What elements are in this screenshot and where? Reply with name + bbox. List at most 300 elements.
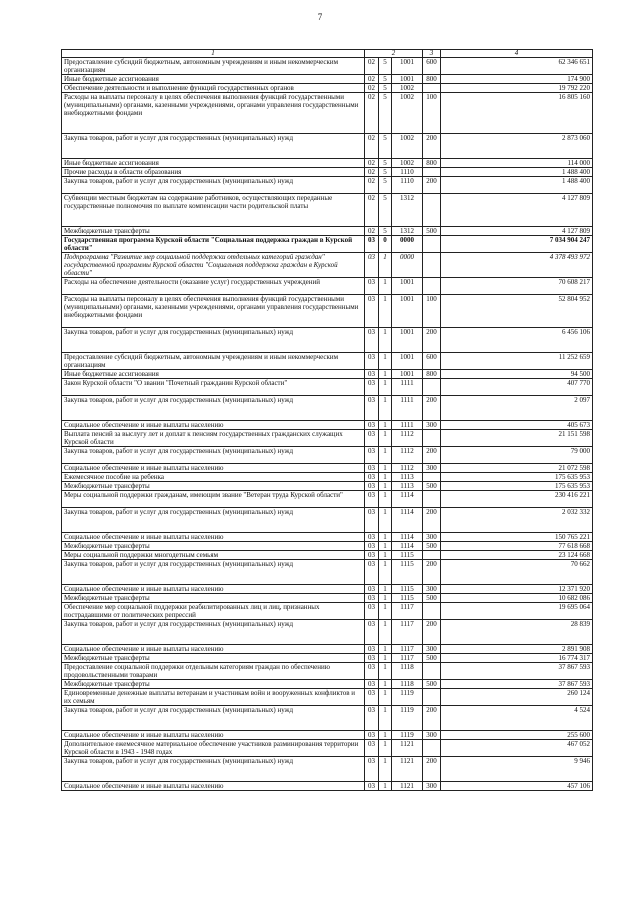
cell-name: Закупка товаров, работ и услуг для государственных (муниципальных) нужд [62, 447, 365, 464]
cell-program: 03 [365, 430, 379, 447]
cell-expense-type: 800 [423, 75, 441, 84]
cell-item: 1111 [392, 379, 423, 396]
cell-name: Закупка товаров, работ и услуг для государственных (муниципальных) нужд [62, 134, 365, 159]
cell-sum: 260 124 [441, 689, 593, 706]
cell-item: 1002 [392, 159, 423, 168]
cell-item: 1115 [392, 551, 423, 560]
cell-subprogram: 5 [379, 159, 392, 168]
table-row [62, 421, 593, 430]
cell-name: Межбюджетные трансферты [62, 594, 365, 603]
table-row [62, 533, 593, 542]
cell-subprogram: 5 [379, 177, 392, 194]
cell-item: 1112 [392, 447, 423, 464]
cell-item: 0000 [392, 253, 423, 278]
table-row [62, 430, 593, 447]
cell-item: 0000 [392, 236, 423, 253]
cell-name: Обеспечение деятельности и выполнение функций государственных органов [62, 84, 365, 93]
cell-name: Закупка товаров, работ и услуг для государственных (муниципальных) нужд [62, 508, 365, 533]
cell-program: 03 [365, 731, 379, 740]
cell-program: 03 [365, 421, 379, 430]
cell-expense-type: 200 [423, 508, 441, 533]
cell-item: 1121 [392, 740, 423, 757]
cell-name: Дополнительное ежемесячное материальное обеспечение участников разминирования территории Курской области в 1943 - 1948 годах [62, 740, 365, 757]
cell-sum: 1 488 400 [441, 168, 593, 177]
table-row [62, 645, 593, 654]
cell-item: 1001 [392, 58, 423, 75]
cell-program: 02 [365, 194, 379, 227]
cell-subprogram: 1 [379, 603, 392, 620]
cell-item: 1114 [392, 533, 423, 542]
cell-item: 1119 [392, 706, 423, 731]
table-row [62, 473, 593, 482]
cell-program: 03 [365, 680, 379, 689]
cell-program: 03 [365, 379, 379, 396]
cell-item: 1111 [392, 421, 423, 430]
cell-program: 03 [365, 706, 379, 731]
cell-subprogram: 1 [379, 740, 392, 757]
cell-sum: 77 618 668 [441, 542, 593, 551]
cell-item: 1001 [392, 278, 423, 295]
cell-name: Прочие расходы в области образования [62, 168, 365, 177]
cell-expense-type [423, 663, 441, 680]
cell-expense-type: 200 [423, 620, 441, 645]
cell-subprogram: 1 [379, 370, 392, 379]
cell-sum: 2 097 [441, 396, 593, 421]
cell-expense-type: 600 [423, 353, 441, 370]
cell-name: Государственная программа Курской области "Социальная поддержка граждан в Курской области" [62, 236, 365, 253]
cell-item: 1001 [392, 75, 423, 84]
cell-name: Социальное обеспечение и иные выплаты населению [62, 464, 365, 473]
table-row [62, 84, 593, 93]
cell-item: 1113 [392, 482, 423, 491]
cell-name: Закупка товаров, работ и услуг для государственных (муниципальных) нужд [62, 620, 365, 645]
cell-subprogram: 1 [379, 430, 392, 447]
cell-item: 1001 [392, 295, 423, 328]
cell-subprogram: 1 [379, 585, 392, 594]
cell-sum: 4 378 493 972 [441, 253, 593, 278]
cell-name: Иные бюджетные ассигнования [62, 159, 365, 168]
table-row [62, 757, 593, 782]
cell-subprogram: 1 [379, 421, 392, 430]
cell-program: 03 [365, 740, 379, 757]
cell-sum: 23 124 668 [441, 551, 593, 560]
cell-program: 03 [365, 295, 379, 328]
cell-name: Иные бюджетные ассигнования [62, 75, 365, 84]
cell-program: 03 [365, 603, 379, 620]
cell-expense-type [423, 603, 441, 620]
cell-name: Закупка товаров, работ и услуг для государственных (муниципальных) нужд [62, 177, 365, 194]
cell-item: 1312 [392, 194, 423, 227]
cell-item: 1110 [392, 177, 423, 194]
cell-sum: 4 127 809 [441, 194, 593, 227]
cell-sum: 2 873 060 [441, 134, 593, 159]
table-row [62, 227, 593, 236]
cell-expense-type: 500 [423, 594, 441, 603]
cell-item: 1118 [392, 663, 423, 680]
table-row [62, 396, 593, 421]
cell-sum: 11 252 659 [441, 353, 593, 370]
cell-item: 1121 [392, 757, 423, 782]
table-row [62, 654, 593, 663]
cell-sum: 19 695 064 [441, 603, 593, 620]
cell-sum: 19 792 220 [441, 84, 593, 93]
cell-name: Закупка товаров, работ и услуг для государственных (муниципальных) нужд [62, 560, 365, 585]
cell-subprogram: 1 [379, 396, 392, 421]
cell-item: 1001 [392, 370, 423, 379]
table-row [62, 168, 593, 177]
cell-expense-type: 300 [423, 645, 441, 654]
cell-sum: 12 371 920 [441, 585, 593, 594]
cell-item: 1114 [392, 542, 423, 551]
cell-name: Ежемесячное пособие на ребенка [62, 473, 365, 482]
cell-name: Межбюджетные трансферты [62, 654, 365, 663]
table-row [62, 508, 593, 533]
cell-expense-type [423, 194, 441, 227]
cell-program: 03 [365, 551, 379, 560]
cell-item: 1117 [392, 654, 423, 663]
budget-table-body [62, 50, 593, 791]
cell-program: 02 [365, 177, 379, 194]
table-row [62, 295, 593, 328]
cell-program: 03 [365, 473, 379, 482]
cell-item: 1113 [392, 473, 423, 482]
table-row [62, 603, 593, 620]
cell-item: 1119 [392, 689, 423, 706]
cell-name: Социальное обеспечение и иные выплаты населению [62, 645, 365, 654]
cell-name: Предоставление субсидий бюджетным, автономным учреждениям и иным некоммерческим организациям [62, 58, 365, 75]
cell-program: 02 [365, 84, 379, 93]
cell-name: Закон Курской области "О звании "Почетный гражданин Курской области" [62, 379, 365, 396]
cell-expense-type: 200 [423, 560, 441, 585]
cell-sum: 52 804 952 [441, 295, 593, 328]
cell-subprogram: 5 [379, 134, 392, 159]
cell-expense-type: 200 [423, 328, 441, 353]
cell-program: 03 [365, 328, 379, 353]
cell-expense-type [423, 689, 441, 706]
cell-sum: 70 608 217 [441, 278, 593, 295]
cell-item: 1117 [392, 645, 423, 654]
cell-item: 1111 [392, 396, 423, 421]
cell-program: 03 [365, 464, 379, 473]
cell-expense-type [423, 84, 441, 93]
cell-expense-type [423, 740, 441, 757]
cell-sum: 2 032 332 [441, 508, 593, 533]
table-row [62, 482, 593, 491]
table-row [62, 253, 593, 278]
cell-expense-type: 600 [423, 58, 441, 75]
cell-program: 03 [365, 278, 379, 295]
table-row [62, 58, 593, 75]
table-row [62, 782, 593, 791]
table-row [62, 706, 593, 731]
cell-expense-type [423, 253, 441, 278]
header-cell-name: 1 [62, 50, 365, 58]
cell-subprogram: 1 [379, 654, 392, 663]
table-row [62, 93, 593, 134]
table-row [62, 585, 593, 594]
header-cell-type: 3 [423, 50, 441, 58]
table-row [62, 328, 593, 353]
header-cell-code: 2 [365, 50, 423, 58]
cell-name: Расходы на обеспечение деятельности (оказание услуг) государственных учреждений [62, 278, 365, 295]
table-row [62, 680, 593, 689]
cell-name: Закупка товаров, работ и услуг для государственных (муниципальных) нужд [62, 396, 365, 421]
cell-subprogram: 5 [379, 168, 392, 177]
table-row [62, 542, 593, 551]
cell-subprogram: 0 [379, 236, 392, 253]
cell-name: Расходы на выплаты персоналу в целях обеспечения выполнения функций государственными (муниципальными) органами, казенными учреждениями, органами управления государственными внебюджетными фондами [62, 93, 365, 134]
cell-program: 03 [365, 491, 379, 508]
page-number: 7 [317, 12, 323, 22]
header-row [62, 50, 593, 58]
cell-name: Социальное обеспечение и иные выплаты населению [62, 533, 365, 542]
cell-subprogram: 5 [379, 227, 392, 236]
cell-subprogram: 1 [379, 645, 392, 654]
table-row [62, 620, 593, 645]
cell-program: 02 [365, 75, 379, 84]
cell-sum: 28 839 [441, 620, 593, 645]
table-row [62, 689, 593, 706]
cell-expense-type: 300 [423, 421, 441, 430]
cell-name: Закупка товаров, работ и услуг для государственных (муниципальных) нужд [62, 757, 365, 782]
cell-name: Подпрограмма "Развитие мер социальной поддержки отдельных категорий граждан" государственной программы Курской области "Социальная поддержка граждан в Курской области" [62, 253, 365, 278]
cell-subprogram: 1 [379, 473, 392, 482]
cell-program: 03 [365, 757, 379, 782]
cell-item: 1114 [392, 491, 423, 508]
cell-item: 1002 [392, 93, 423, 134]
cell-subprogram: 1 [379, 491, 392, 508]
cell-name: Межбюджетные трансферты [62, 227, 365, 236]
cell-sum: 6 456 106 [441, 328, 593, 353]
cell-subprogram: 1 [379, 560, 392, 585]
table-row [62, 447, 593, 464]
cell-program: 03 [365, 645, 379, 654]
cell-expense-type: 200 [423, 177, 441, 194]
cell-sum: 4 524 [441, 706, 593, 731]
cell-item: 1115 [392, 594, 423, 603]
cell-sum: 9 946 [441, 757, 593, 782]
cell-sum: 79 000 [441, 447, 593, 464]
cell-item: 1112 [392, 430, 423, 447]
cell-subprogram: 1 [379, 295, 392, 328]
cell-item: 1002 [392, 134, 423, 159]
cell-subprogram: 1 [379, 508, 392, 533]
cell-subprogram: 5 [379, 93, 392, 134]
cell-name: Субвенции местным бюджетам на содержание работников, осуществляющих переданные государственные полномочия по выплате компенсации части родительской платы [62, 194, 365, 227]
table-row [62, 236, 593, 253]
cell-name: Межбюджетные трансферты [62, 680, 365, 689]
cell-subprogram: 1 [379, 533, 392, 542]
cell-expense-type [423, 491, 441, 508]
cell-expense-type: 300 [423, 464, 441, 473]
cell-program: 03 [365, 447, 379, 464]
cell-item: 1001 [392, 328, 423, 353]
cell-subprogram: 1 [379, 620, 392, 645]
cell-subprogram: 1 [379, 253, 392, 278]
cell-expense-type: 500 [423, 654, 441, 663]
cell-expense-type: 500 [423, 227, 441, 236]
cell-subprogram: 1 [379, 680, 392, 689]
cell-name: Социальное обеспечение и иные выплаты населению [62, 421, 365, 430]
table-row [62, 560, 593, 585]
cell-sum: 7 034 904 247 [441, 236, 593, 253]
cell-program: 02 [365, 168, 379, 177]
table-row [62, 75, 593, 84]
cell-name: Единовременные денежные выплаты ветеранам и участникам войн и вооруженных конфликтов и их семьям [62, 689, 365, 706]
cell-subprogram: 1 [379, 542, 392, 551]
cell-program: 02 [365, 93, 379, 134]
cell-subprogram: 1 [379, 353, 392, 370]
cell-subprogram: 1 [379, 278, 392, 295]
cell-name: Меры социальной поддержки гражданам, имеющим звание "Ветеран труда Курской области" [62, 491, 365, 508]
cell-sum: 407 770 [441, 379, 593, 396]
cell-program: 03 [365, 482, 379, 491]
table-row [62, 464, 593, 473]
cell-expense-type: 800 [423, 370, 441, 379]
cell-program: 03 [365, 594, 379, 603]
cell-name: Закупка товаров, работ и услуг для государственных (муниципальных) нужд [62, 706, 365, 731]
cell-expense-type: 500 [423, 542, 441, 551]
cell-subprogram: 1 [379, 731, 392, 740]
cell-sum: 10 682 086 [441, 594, 593, 603]
cell-expense-type: 200 [423, 706, 441, 731]
cell-expense-type: 300 [423, 585, 441, 594]
cell-name: Межбюджетные трансферты [62, 482, 365, 491]
cell-expense-type [423, 379, 441, 396]
table-row [62, 491, 593, 508]
cell-expense-type [423, 236, 441, 253]
cell-expense-type: 200 [423, 447, 441, 464]
cell-program: 02 [365, 159, 379, 168]
cell-expense-type: 200 [423, 396, 441, 421]
cell-item: 1001 [392, 353, 423, 370]
cell-expense-type: 300 [423, 731, 441, 740]
cell-sum: 37 867 593 [441, 663, 593, 680]
cell-sum: 174 900 [441, 75, 593, 84]
cell-expense-type [423, 430, 441, 447]
cell-sum: 467 052 [441, 740, 593, 757]
cell-program: 03 [365, 663, 379, 680]
cell-sum: 175 635 953 [441, 482, 593, 491]
cell-name: Социальное обеспечение и иные выплаты населению [62, 782, 365, 791]
cell-name: Меры социальной поддержки многодетным семьям [62, 551, 365, 560]
table-row [62, 194, 593, 227]
cell-sum: 405 673 [441, 421, 593, 430]
table-row [62, 278, 593, 295]
cell-sum: 94 500 [441, 370, 593, 379]
cell-program: 03 [365, 370, 379, 379]
cell-expense-type: 200 [423, 757, 441, 782]
table-row [62, 740, 593, 757]
cell-name: Иные бюджетные ассигнования [62, 370, 365, 379]
cell-name: Выплата пенсий за выслугу лет и доплат к пенсиям государственных гражданских служащих Курской области [62, 430, 365, 447]
cell-expense-type: 200 [423, 134, 441, 159]
cell-name: Расходы на выплаты персоналу в целях обеспечения выполнения функций государственными (муниципальными) органами, казенными учреждениями, органами управления государственными внебюджетными фондами [62, 295, 365, 328]
cell-sum: 2 891 908 [441, 645, 593, 654]
header-cell-sum: 4 [441, 50, 593, 58]
cell-program: 03 [365, 236, 379, 253]
cell-item: 1112 [392, 464, 423, 473]
cell-subprogram: 1 [379, 379, 392, 396]
cell-subprogram: 1 [379, 482, 392, 491]
table-row [62, 159, 593, 168]
cell-name: Межбюджетные трансферты [62, 542, 365, 551]
cell-name: Обеспечение мер социальной поддержки реабилитированных лиц и лиц, признанных пострадавшими от политических репрессий [62, 603, 365, 620]
cell-sum: 21 151 598 [441, 430, 593, 447]
cell-subprogram: 1 [379, 551, 392, 560]
cell-sum: 457 106 [441, 782, 593, 791]
cell-sum: 62 346 651 [441, 58, 593, 75]
cell-program: 03 [365, 654, 379, 663]
cell-subprogram: 1 [379, 663, 392, 680]
cell-expense-type: 100 [423, 295, 441, 328]
cell-program: 03 [365, 353, 379, 370]
cell-sum: 114 000 [441, 159, 593, 168]
table-row [62, 353, 593, 370]
cell-item: 1118 [392, 680, 423, 689]
cell-subprogram: 1 [379, 782, 392, 791]
cell-name: Предоставление субсидий бюджетным, автономным учреждениям и иным некоммерческим организациям [62, 353, 365, 370]
cell-program: 03 [365, 620, 379, 645]
cell-item: 1110 [392, 168, 423, 177]
table-row [62, 379, 593, 396]
cell-subprogram: 5 [379, 75, 392, 84]
budget-table [61, 49, 593, 791]
cell-program: 03 [365, 782, 379, 791]
cell-sum: 230 416 221 [441, 491, 593, 508]
cell-program: 03 [365, 396, 379, 421]
cell-subprogram: 5 [379, 84, 392, 93]
cell-name: Предоставление социальной поддержки отдельным категориям граждан по обеспечению продовольственными товарами [62, 663, 365, 680]
cell-subprogram: 1 [379, 757, 392, 782]
table-row [62, 731, 593, 740]
cell-name: Социальное обеспечение и иные выплаты населению [62, 731, 365, 740]
cell-sum: 1 488 400 [441, 177, 593, 194]
cell-item: 1117 [392, 620, 423, 645]
cell-program: 02 [365, 58, 379, 75]
cell-sum: 21 072 598 [441, 464, 593, 473]
table-row [62, 594, 593, 603]
cell-sum: 16 805 160 [441, 93, 593, 134]
cell-sum: 37 867 593 [441, 680, 593, 689]
cell-subprogram: 1 [379, 464, 392, 473]
cell-subprogram: 1 [379, 328, 392, 353]
cell-subprogram: 1 [379, 689, 392, 706]
cell-expense-type: 800 [423, 159, 441, 168]
cell-item: 1115 [392, 560, 423, 585]
cell-name: Закупка товаров, работ и услуг для государственных (муниципальных) нужд [62, 328, 365, 353]
cell-item: 1002 [392, 84, 423, 93]
cell-expense-type [423, 551, 441, 560]
cell-sum: 16 774 317 [441, 654, 593, 663]
cell-expense-type: 300 [423, 533, 441, 542]
cell-item: 1115 [392, 585, 423, 594]
table-row [62, 551, 593, 560]
cell-sum: 175 635 953 [441, 473, 593, 482]
cell-program: 03 [365, 508, 379, 533]
cell-item: 1312 [392, 227, 423, 236]
cell-item: 1114 [392, 508, 423, 533]
cell-name: Социальное обеспечение и иные выплаты населению [62, 585, 365, 594]
cell-expense-type [423, 278, 441, 295]
cell-subprogram: 1 [379, 706, 392, 731]
cell-program: 02 [365, 227, 379, 236]
cell-program: 03 [365, 560, 379, 585]
cell-subprogram: 5 [379, 58, 392, 75]
table-row [62, 134, 593, 159]
cell-program: 03 [365, 689, 379, 706]
cell-expense-type [423, 168, 441, 177]
